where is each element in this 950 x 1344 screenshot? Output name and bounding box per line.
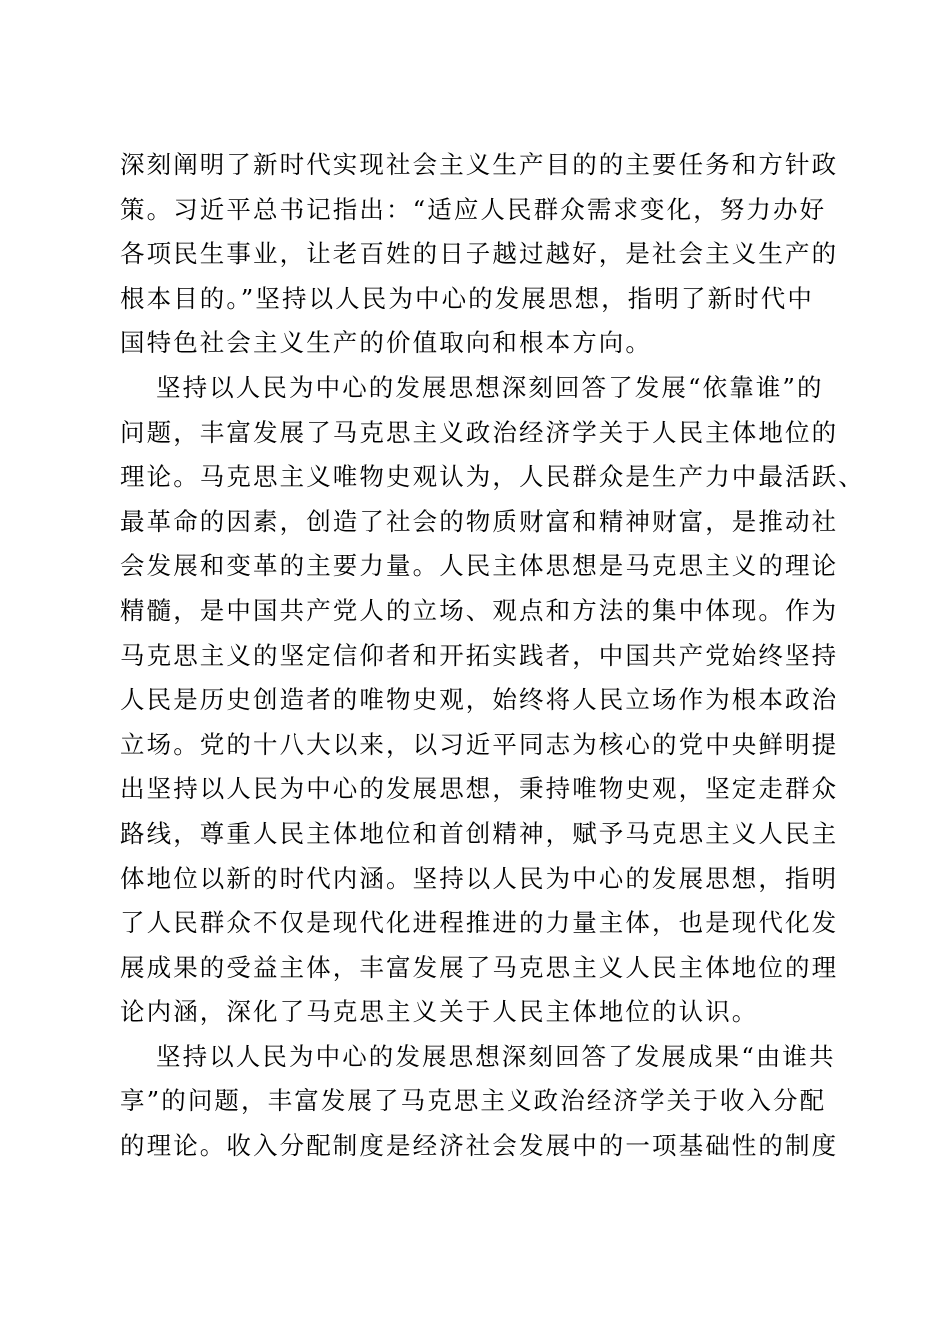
text-line: 国特色社会主义生产的价值取向和根本方向。 (120, 328, 652, 358)
text-line: 享”的问题，丰富发展了马克思主义政治经济学关于收入分配 (120, 1086, 827, 1116)
text-line: 展成果的受益主体，丰富发展了马克思主义人民主体地位的理 (120, 952, 839, 982)
text-line: 论内涵，深化了马克思主义关于人民主体地位的认识。 (120, 997, 759, 1027)
text-line: 最革命的因素，创造了社会的物质财富和精神财富，是推动社 (120, 506, 839, 536)
text-line: 各项民生事业，让老百姓的日子越过越好，是社会主义生产的 (120, 239, 839, 269)
text-line: 了人民群众不仅是现代化进程推进的力量主体，也是现代化发 (120, 908, 839, 938)
text-line: 精髓，是中国共产党人的立场、观点和方法的集中体现。作为 (120, 595, 839, 625)
text-line: 体地位以新的时代内涵。坚持以人民为中心的发展思想，指明 (120, 863, 839, 893)
text-line: 马克思主义的坚定信仰者和开拓实践者，中国共产党始终坚持 (120, 640, 839, 670)
text-line: 根本目的。”坚持以人民为中心的发展思想，指明了新时代中 (120, 283, 814, 313)
text-line: 会发展和变革的主要力量。人民主体思想是马克思主义的理论 (120, 551, 839, 581)
text-line: 的理论。收入分配制度是经济社会发展中的一项基础性的制度 (120, 1131, 839, 1161)
text-line: 策。习近平总书记指出：“适应人民群众需求变化，努力办好 (120, 194, 827, 224)
text-line: 问题，丰富发展了马克思主义政治经济学关于人民主体地位的 (120, 417, 839, 447)
text-line: 人民是历史创造者的唯物史观，始终将人民立场作为根本政治 (120, 685, 839, 715)
text-line: 理论。马克思主义唯物史观认为，人民群众是生产力中最活跃、 (120, 462, 865, 492)
text-line: 立场。党的十八大以来，以习近平同志为核心的党中央鲜明提 (120, 729, 839, 759)
text-line: 出坚持以人民为中心的发展思想，秉持唯物史观，坚定走群众 (120, 774, 839, 804)
text-line: 路线，尊重人民主体地位和首创精神，赋予马克思主义人民主 (120, 818, 839, 848)
text-line: 深刻阐明了新时代实现社会主义生产目的的主要任务和方针政 (120, 150, 839, 179)
body-text (120, 143, 865, 1169)
paragraph-start-line: 坚持以人民为中心的发展思想深刻回答了发展成果“由谁共 (156, 1041, 836, 1071)
paragraph-start-line: 坚持以人民为中心的发展思想深刻回答了发展“依靠谁”的 (156, 372, 824, 402)
